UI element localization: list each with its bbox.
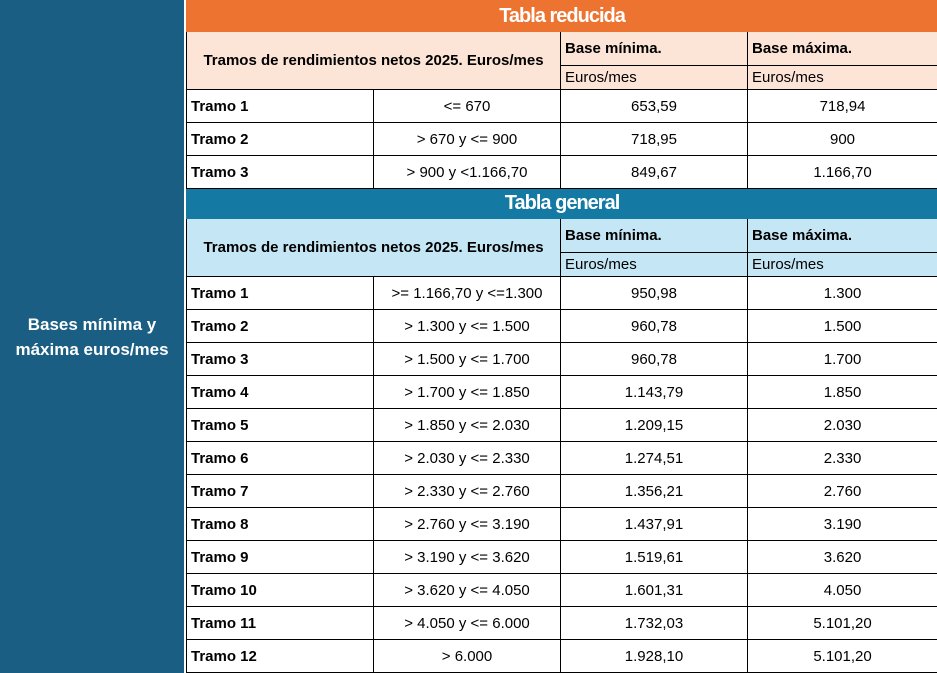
base-min-value: 1.143,79 [561, 376, 748, 409]
table-row [187, 640, 937, 673]
tramo-label: Tramo 3 [187, 343, 374, 376]
base-max-value: 900 [748, 123, 937, 156]
table-row [187, 475, 937, 508]
base-min-value: 1.601,31 [561, 574, 748, 607]
base-min-value: 1.928,10 [561, 640, 748, 673]
base-min-value: 1.356,21 [561, 475, 748, 508]
table-row [187, 123, 937, 156]
tramo-label: Tramo 1 [187, 90, 374, 123]
tramo-label: Tramo 9 [187, 541, 374, 574]
tabla-reducida-unit-max: Euros/mes [748, 66, 937, 90]
base-max-value: 4.050 [748, 574, 937, 607]
tramo-label: Tramo 2 [187, 123, 374, 156]
tramo-label: Tramo 1 [187, 277, 374, 310]
tramo-range: > 2.330 y <= 2.760 [374, 475, 561, 508]
tramo-label: Tramo 12 [187, 640, 374, 673]
tramo-range: > 1.500 y <= 1.700 [374, 343, 561, 376]
tramo-range: >= 1.166,70 y <=1.300 [374, 277, 561, 310]
tramo-range: > 2.030 y <= 2.330 [374, 442, 561, 475]
base-min-value: 960,78 [561, 310, 748, 343]
base-max-value: 1.300 [748, 277, 937, 310]
tramo-label: Tramo 7 [187, 475, 374, 508]
tabla-general-title: Tabla general [187, 189, 937, 219]
base-max-value: 2.030 [748, 409, 937, 442]
base-max-value: 1.850 [748, 376, 937, 409]
tramo-range: > 670 y <= 900 [374, 123, 561, 156]
base-max-value: 1.166,70 [748, 156, 937, 189]
base-min-value: 1.274,51 [561, 442, 748, 475]
base-max-value: 3.620 [748, 541, 937, 574]
bases-table [186, 0, 937, 673]
tramo-range: > 4.050 y <= 6.000 [374, 607, 561, 640]
tabla-reducida-base-min-header: Base mínima. [561, 32, 748, 66]
table-row [187, 343, 937, 376]
base-min-value: 1.519,61 [561, 541, 748, 574]
tabla-general-base-max-header: Base máxima. [748, 219, 937, 253]
tramo-range: > 1.850 y <= 2.030 [374, 409, 561, 442]
tramo-label: Tramo 2 [187, 310, 374, 343]
table-row [187, 409, 937, 442]
base-min-value: 1.732,03 [561, 607, 748, 640]
tramo-label: Tramo 3 [187, 156, 374, 189]
tramo-range: <= 670 [374, 90, 561, 123]
table-row [187, 277, 937, 310]
tramo-range: > 2.760 y <= 3.190 [374, 508, 561, 541]
table-row [187, 607, 937, 640]
tabla-reducida-base-max-header: Base máxima. [748, 32, 937, 66]
side-label-panel [0, 0, 186, 673]
tramo-label: Tramo 4 [187, 376, 374, 409]
tabla-general-unit-max: Euros/mes [748, 253, 937, 277]
table-row [187, 156, 937, 189]
base-min-value: 718,95 [561, 123, 748, 156]
tramo-range: > 3.620 y <= 4.050 [374, 574, 561, 607]
base-max-value: 3.190 [748, 508, 937, 541]
tramo-label: Tramo 10 [187, 574, 374, 607]
tramo-label: Tramo 5 [187, 409, 374, 442]
base-max-value: 5.101,20 [748, 607, 937, 640]
tabla-general-base-min-header: Base mínima. [561, 219, 748, 253]
base-max-value: 1.700 [748, 343, 937, 376]
table-row [187, 442, 937, 475]
tramo-range: > 1.300 y <= 1.500 [374, 310, 561, 343]
tabla-reducida-unit-min: Euros/mes [561, 66, 748, 90]
table-row [187, 310, 937, 343]
base-max-value: 2.760 [748, 475, 937, 508]
tabla-general-unit-min: Euros/mes [561, 253, 748, 277]
tramo-range: > 3.190 y <= 3.620 [374, 541, 561, 574]
tramo-range: > 6.000 [374, 640, 561, 673]
table-row [187, 508, 937, 541]
tramo-label: Tramo 11 [187, 607, 374, 640]
base-min-value: 1.437,91 [561, 508, 748, 541]
tabla-general [187, 189, 937, 673]
tabla-reducida-col-header: Tramos de rendimientos netos 2025. Euros/mes [187, 32, 561, 90]
base-min-value: 950,98 [561, 277, 748, 310]
table-row [187, 376, 937, 409]
tramo-range: > 900 y <1.166,70 [374, 156, 561, 189]
side-label: Bases mínima y máxima euros/mes [15, 314, 169, 359]
base-min-value: 1.209,15 [561, 409, 748, 442]
tabla-reducida-title: Tabla reducida [187, 1, 937, 32]
table-row [187, 574, 937, 607]
table-row [187, 541, 937, 574]
base-max-value: 718,94 [748, 90, 937, 123]
table-row [187, 90, 937, 123]
tables-panel [186, 0, 937, 673]
base-max-value: 1.500 [748, 310, 937, 343]
base-max-value: 2.330 [748, 442, 937, 475]
base-max-value: 5.101,20 [748, 640, 937, 673]
tramo-label: Tramo 6 [187, 442, 374, 475]
base-min-value: 849,67 [561, 156, 748, 189]
tabla-general-col-header: Tramos de rendimientos netos 2025. Euros/mes [187, 219, 561, 277]
tramo-label: Tramo 8 [187, 508, 374, 541]
base-min-value: 653,59 [561, 90, 748, 123]
tramo-range: > 1.700 y <= 1.850 [374, 376, 561, 409]
base-min-value: 960,78 [561, 343, 748, 376]
tabla-reducida [187, 1, 937, 189]
